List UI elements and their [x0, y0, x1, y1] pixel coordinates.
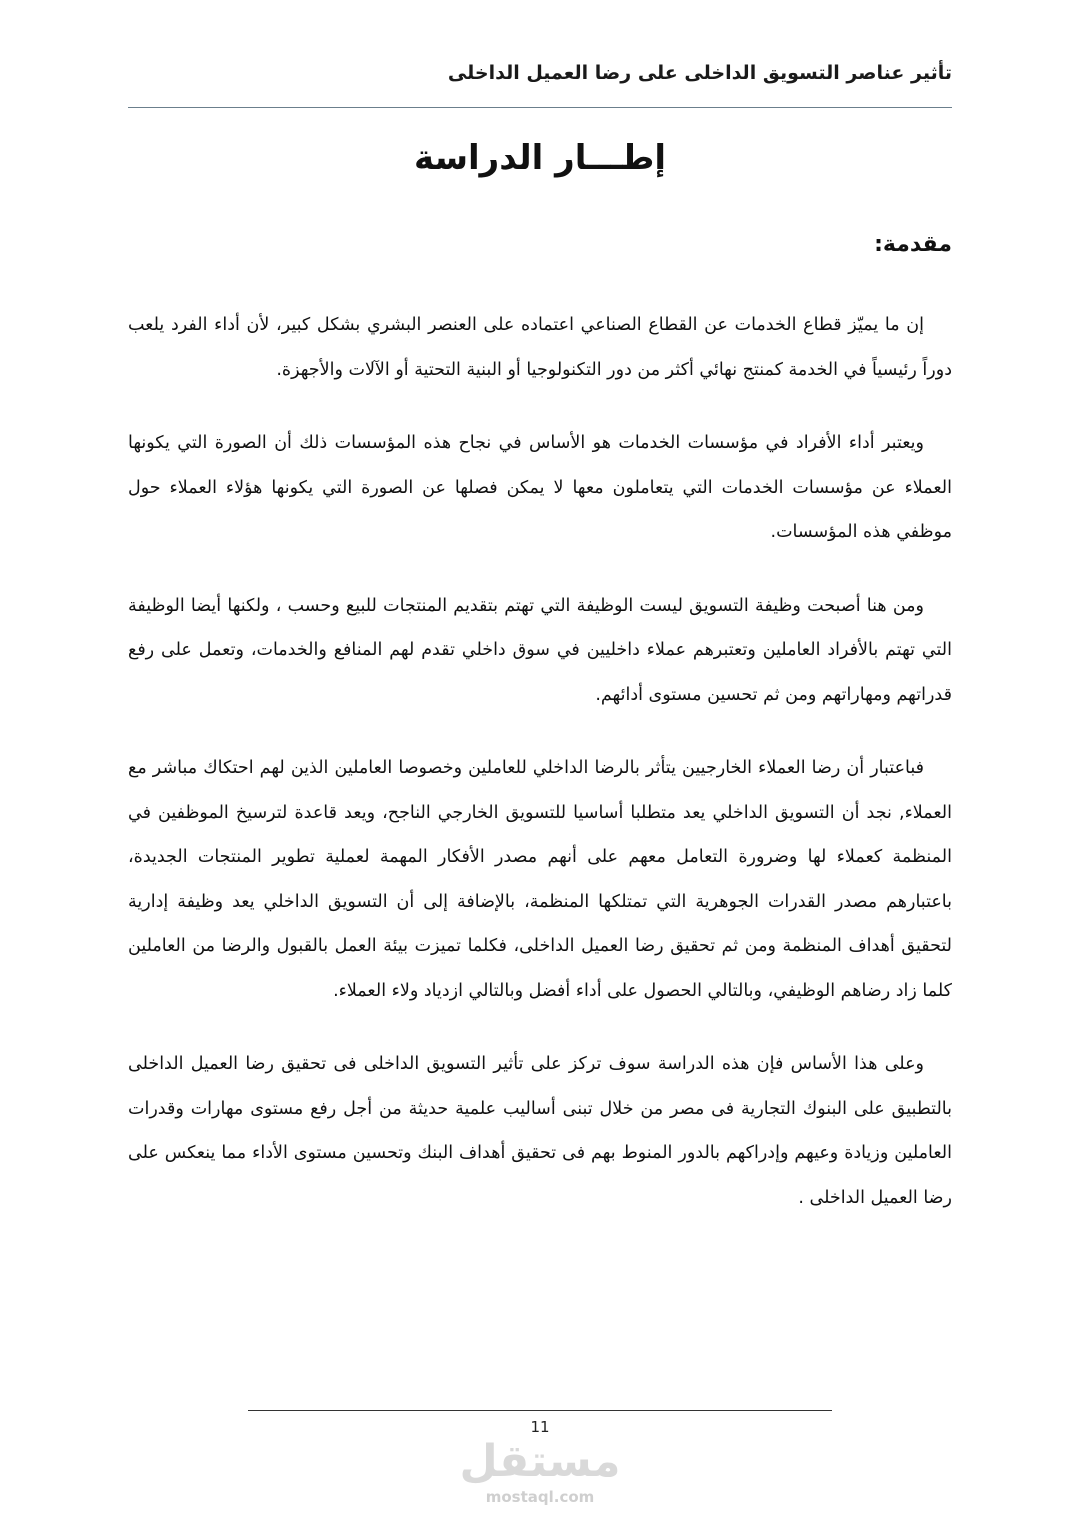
watermark-latin-text: mostaql.com: [485, 1488, 595, 1506]
mostaql-watermark-logo: [440, 1436, 640, 1516]
footer-divider: [248, 1410, 832, 1411]
paragraph-1: إن ما يميّز قطاع الخدمات عن القطاع الصناعي اعتماده على العنصر البشري بشكل كبير، لأن أداء الفرد يلعب دوراً رئيسياً في الخدمة كمنتج نهائي أكثر من دور التكنولوجيا أو البنية التحتية أو الآلات والأجهزة.: [128, 315, 952, 380]
paragraph-5: وعلى هذا الأساس فإن هذه الدراسة سوف تركز على تأثير التسويق الداخلى فى تحقيق رضا العميل الداخلى بالتطبيق على البنوك التجارية فى مصر من خلال تبنى أساليب علمية حديثة من أجل رفع مستوى مهارات وقدرات العاملين وزيادة وعيهم وإدراكهم بالدور المنوط بهم فى تحقيق أهداف البنك وتحسين مستوى الأداء مما ينعكس على رضا العميل الداخلى .: [128, 1054, 952, 1208]
page-title: إطـــار الدراسة: [413, 138, 667, 178]
paragraph-3: ومن هنا أصبحت وظيفة التسويق ليست الوظيفة التي تهتم بتقديم المنتجات للبيع وحسب ، ولكنها أيضا الوظيفة التي تهتم بالأفراد العاملين وتعتبرهم عملاء داخليين في سوق داخلي تقدم لهم المنافع والخدمات، وتعمل على رفع قدراتهم ومهاراتهم ومن ثم تحسين مستوى أدائهم.: [128, 595, 952, 705]
running-header: تأثير عناصر التسويق الداخلى على رضا العميل الداخلى: [447, 62, 952, 84]
paragraph-4: فباعتبار أن رضا العملاء الخارجيين يتأثر بالرضا الداخلي للعاملين وخصوصا العاملين الذين لهم احتكاك مباشر مع العملاء, نجد أن التسويق الداخلي يعد متطلبا أساسيا للتسويق الخارجي الناجح، ويعد قاعدة لترسيخ الموظفين في المنظمة كعملاء لها وضرورة التعامل معهم على أنهم مصدر الأفكار المهمة لعملية تطوير المنتجات الجديدة، باعتبارهم مصدر القدرات الجوهرية التي تمتلكها المنظمة، بالإضافة إلى أن التسويق الداخلي يعد وظيفة إدارية لتحقيق أهداف المنظمة ومن ثم تحقيق رضا العميل الداخلى، فكلما تميزت بيئة العمل بالقبول والرضا من العاملين كلما زاد رضاهم الوظيفي، وبالتالي الحصول على أداء أفضل وبالتالي ازدياد ولاء العملاء.: [128, 758, 952, 1001]
paragraph-2: ويعتبر أداء الأفراد في مؤسسات الخدمات هو الأساس في نجاح هذه المؤسسات ذلك أن الصورة التي يكونها العملاء عن مؤسسات الخدمات التي يتعاملون معها لا يمكن فصلها عن الصورة التي يكونها هؤلاء العملاء حول موظفي هذه المؤسسات.: [128, 433, 952, 542]
watermark-arabic-text: مستقل: [459, 1436, 621, 1487]
body-text: [128, 303, 952, 1249]
page-number: 11: [530, 1418, 550, 1436]
header-divider: [128, 107, 952, 108]
section-heading: مقدمة:: [874, 232, 952, 257]
